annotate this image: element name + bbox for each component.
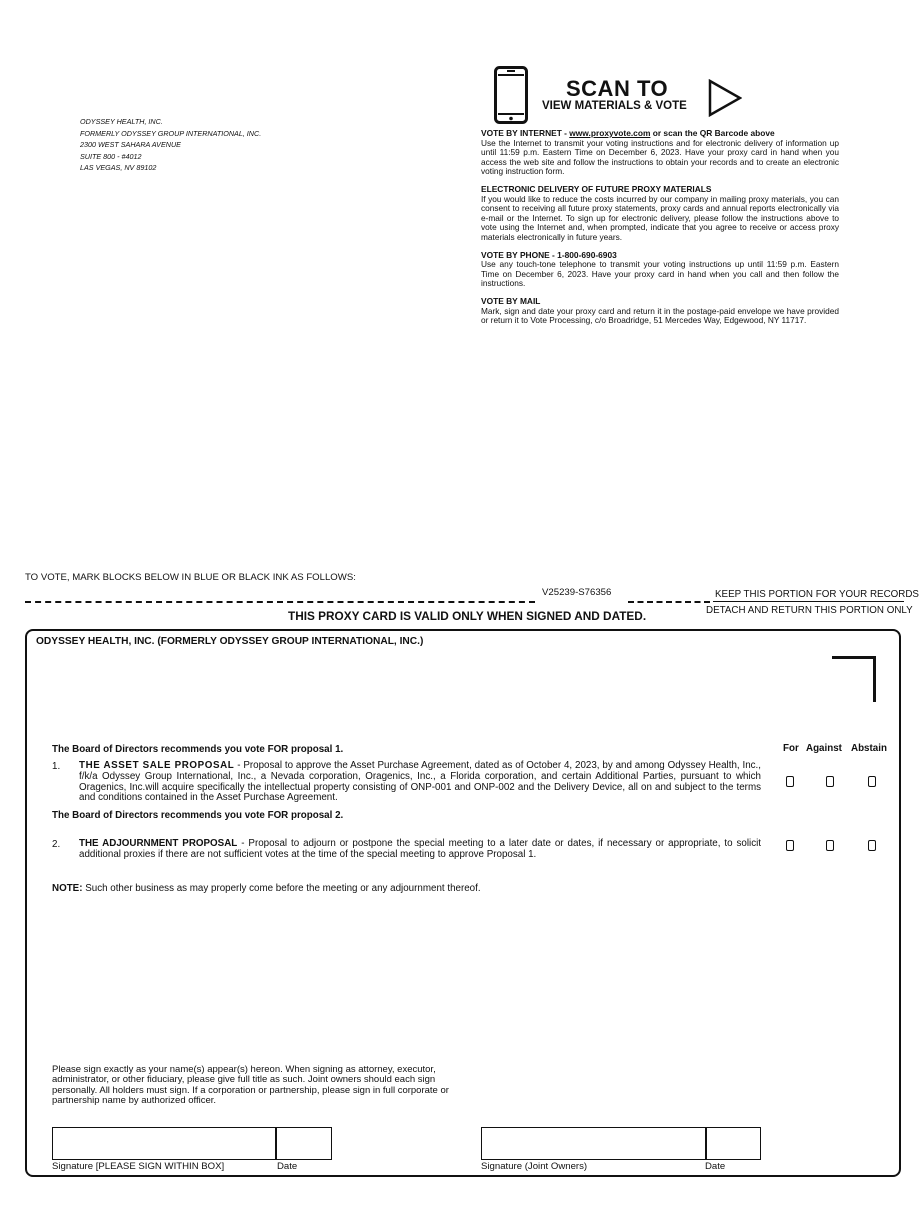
joint-signature-box[interactable] (481, 1127, 707, 1160)
electronic-delivery-text: If you would like to reduce the costs incurred by our company in mailing proxy materials, you can consent to receiving all future proxy statements, proxy cards and annual reports electronically via e-mail or the Internet. To sign up for electronic delivery, please follow the instructions above to vote using the Internet and, when prompted, indicate that you agree to receive or access proxy materials electronically in future years. (481, 193, 839, 242)
address-line-1: ODYSSEY HEALTH, INC. (80, 117, 163, 126)
proposal-2-against-checkbox[interactable] (826, 840, 834, 851)
board-recommendation-2: The Board of Directors recommends you vote FOR proposal 2. (52, 810, 344, 821)
proposal-1-for-checkbox[interactable] (786, 776, 794, 787)
electronic-delivery-heading: ELECTRONIC DELIVERY OF FUTURE PROXY MATERIALS (481, 183, 712, 194)
column-for: For (783, 743, 799, 754)
address-line-2: FORMERLY ODYSSEY GROUP INTERNATIONAL, INC. (80, 128, 262, 138)
vote-internet-heading: VOTE BY INTERNET - www.proxyvote.com or scan the QR Barcode above (481, 128, 775, 138)
detach-dashed-line-right (628, 601, 710, 603)
phone-icon (494, 66, 528, 124)
proposal-1-text: THE ASSET SALE PROPOSAL - Proposal to approve the Asset Purchase Agreement, dated as of October 4, 2023, by and among Odyssey Health, Inc., f/k/a Odyssey Group International, Inc., a Nevada corporation, Oragenics, Inc., a Florida corporation, and certain Additional Parties, pursuant to which Oragenics, Inc.will acquire specifically the intellectual property consisting of ONP-001 and ONP-002 and the Delivery Device, all on and subject to the terms and conditions contained in the Asset Purchase Agreement. (79, 760, 761, 804)
proposal-1-title: THE ASSET SALE PROPOSAL (79, 760, 235, 771)
board-recommendation-1: The Board of Directors recommends you vote FOR proposal 1. (52, 744, 344, 755)
detach-dashed-line (25, 601, 535, 603)
vote-internet-text: Use the Internet to transmit your voting instructions and for electronic delivery of information up until 11:59 p.m. Eastern Time on December 6, 2023. Have your proxy card in hand when you access the web site and follow the instructions to obtain your records and to create an electronic voting instruction form. (481, 137, 839, 177)
to-vote-instruction: TO VOTE, MARK BLOCKS BELOW IN BLUE OR BLACK INK AS FOLLOWS: (25, 572, 356, 583)
return-address (80, 116, 261, 174)
play-arrow-icon (708, 79, 742, 117)
joint-date-box[interactable] (705, 1127, 761, 1160)
column-against: Against (806, 743, 842, 754)
proposal-1-number: 1. (52, 761, 61, 772)
proposal-2-title: THE ADJOURNMENT PROPOSAL (79, 838, 238, 849)
note-label: NOTE: (52, 883, 83, 894)
corner-mark (832, 656, 876, 702)
proposal-2-text: THE ADJOURNMENT PROPOSAL - Proposal to adjourn or postpone the special meeting to a later date or dates, if necessary or appropriate, to solicit additional proxies if there are not sufficient votes at the time of the special meeting to approve Proposal 1. (79, 838, 761, 860)
proxyvote-link[interactable]: www.proxyvote.com (569, 128, 651, 138)
scan-title: SCAN TO (566, 76, 669, 101)
vote-mail-heading: VOTE BY MAIL (481, 295, 541, 306)
detach-portion-label: DETACH AND RETURN THIS PORTION ONLY (706, 605, 913, 616)
proposal-1-abstain-checkbox[interactable] (868, 776, 876, 787)
vote-mail-text: Mark, sign and date your proxy card and return it in the postage-paid envelope we have provided or return it to Vote Processing, c/o Broadridge, 51 Mercedes Way, Edgewood, NY 11717. (481, 305, 839, 326)
vote-phone-text: Use any touch-tone telephone to transmit your voting instructions up until 11:59 p.m. Eastern Time on December 6, 2023. Have your proxy card in hand when you call and then follow the instructions. (481, 259, 839, 289)
note (52, 883, 481, 894)
proposal-1-against-checkbox[interactable] (826, 776, 834, 787)
signing-instructions: Please sign exactly as your name(s) appear(s) hereon. When signing as attorney, executor, administrator, or other fiduciary, please give full title as such. Joint owners should each sign personally. All holders must sign. If a corporation or partnership, please sign in full corporate or partnership name by authorized officer. (52, 1064, 449, 1107)
address-line-5: LAS VEGAS, NV 89102 (80, 163, 157, 173)
valid-notice: THIS PROXY CARD IS VALID ONLY WHEN SIGNED AND DATED. (288, 609, 647, 623)
voting-instructions (481, 129, 839, 334)
joint-date-label: Date (705, 1161, 726, 1172)
signature-box[interactable] (52, 1127, 277, 1160)
keep-portion-label: KEEP THIS PORTION FOR YOUR RECORDS (715, 589, 919, 600)
scan-subtitle: VIEW MATERIALS & VOTE (542, 100, 687, 112)
proposal-2-number: 2. (52, 839, 61, 850)
keep-portion-rule (713, 601, 904, 602)
date-box[interactable] (275, 1127, 332, 1160)
vote-phone-heading: VOTE BY PHONE - 1-800-690-6903 (481, 249, 617, 260)
proposal-2-abstain-checkbox[interactable] (868, 840, 876, 851)
address-line-4: SUITE 800 - #4012 (80, 151, 142, 161)
proposal-2-for-checkbox[interactable] (786, 840, 794, 851)
address-line-3: 2300 WEST SAHARA AVENUE (80, 140, 181, 150)
card-title: ODYSSEY HEALTH, INC. (FORMERLY ODYSSEY GROUP INTERNATIONAL, INC.) (36, 636, 424, 647)
control-number: V25239-S76356 (542, 587, 612, 598)
note-text: Such other business as may properly come before the meeting or any adjournment thereof. (82, 883, 481, 894)
signature-label: Signature [PLEASE SIGN WITHIN BOX] (52, 1161, 225, 1172)
column-abstain: Abstain (851, 743, 887, 754)
date-label: Date (277, 1161, 298, 1172)
joint-signature-label: Signature (Joint Owners) (481, 1161, 588, 1172)
